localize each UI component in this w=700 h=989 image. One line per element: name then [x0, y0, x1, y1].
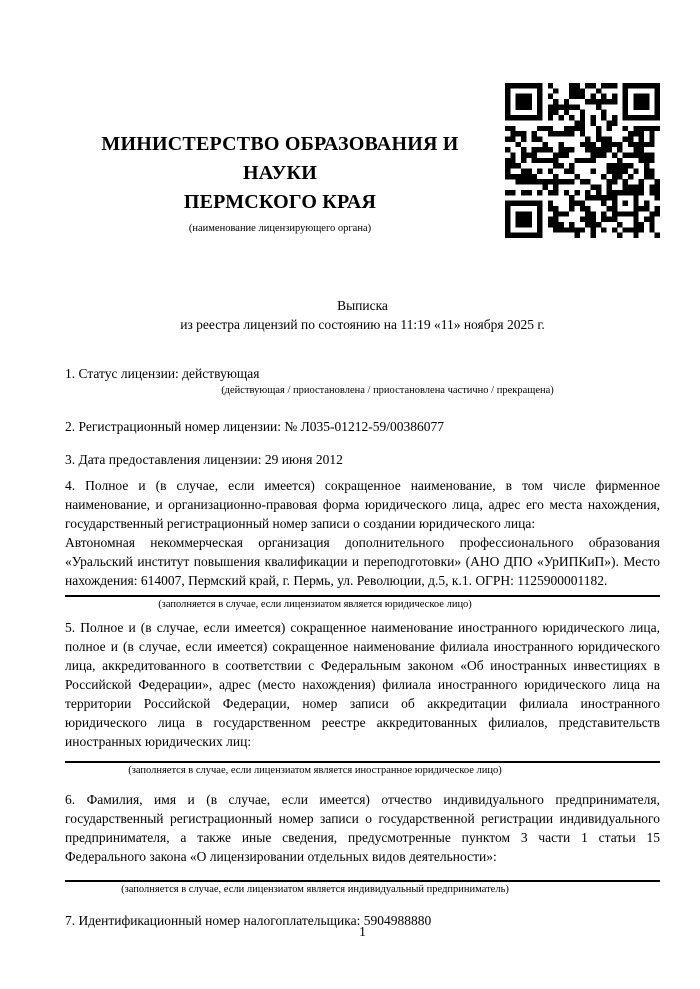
document-body: [65, 296, 660, 930]
field-foreign-entity: [65, 618, 660, 778]
issuing-authority-caption: (наименование лицензирующего органа): [188, 223, 372, 234]
license-status-options-note: (действующая / приостановлена / приостановлена частично / прекращена): [221, 385, 554, 396]
document-title-line2: из реестра лицензий по состоянию на 11:19 «11» ноября 2025 г.: [180, 317, 545, 332]
legal-entity-value: Автономная некоммерческая организация дополнительного профессионального образования «Уральский институт повышения квалификации и переподготовки» (АНО ДПО «УрИПКиП»). Место нахождения: 614007, Пермский край, г. Пермь, ул. Революции, д.5, к.1. ОГРН: 1125900001182.: [65, 535, 660, 588]
legal-entity-fill-note: (заполняется в случае, если лицензиатом является юридическое лицо): [158, 599, 472, 610]
ministry-name-line1: МИНИСТЕРСТВО ОБРАЗОВАНИЯ И НАУКИ: [101, 133, 459, 184]
field-taxpayer-number: 7. Идентификационный номер налогоплательщика: 5904988880: [65, 913, 432, 928]
foreign-entity-label: 5. Полное и (в случае, если имеется) сокращенное наименование иностранного юридического лица, полное и (в случае, если имеется) сокращенное наименование филиала иностранного юридического лица, аккредитованного в соответствии с Федеральным законом «Об иностранных инвестициях в Российской Федерации», адрес (место нахождения) филиала иностранного юридического лица на территории Российской Федерации, номер записи об аккредитации филиала иностранного юридического лица в государственном реестре аккредитованных филиалов, представительств иностранных юридических лиц:: [65, 620, 660, 749]
ministry-name-line2: ПЕРМСКОГО КРАЯ: [183, 191, 377, 213]
field-registration-number: 2. Регистрационный номер лицензии: № Л035-01212-59/00386077: [65, 419, 445, 434]
document-title-line1: Выписка: [337, 298, 388, 313]
field-license-status: 1. Статус лицензии: действующая: [65, 366, 260, 381]
field-legal-entity: [65, 476, 660, 612]
page-number: 1: [359, 924, 366, 939]
field-grant-date: 3. Дата предоставления лицензии: 29 июня 2012: [65, 452, 343, 467]
individual-entrepreneur-fill-note: (заполняется в случае, если лицензиатом является индивидуальный предприниматель): [121, 884, 509, 895]
issuing-authority-header: [65, 130, 495, 236]
foreign-entity-fill-note: (заполняется в случае, если лицензиатом является иностранное юридическое лицо): [128, 765, 502, 776]
individual-entrepreneur-label: 6. Фамилия, имя и (в случае, если имеется) отчество индивидуального предпринимателя, государственный регистрационный номер записи о государственной регистрации индивидуального предпринимателя, а также иные сведения, предусмотренные пунктом 3 части 1 статьи 15 Федерального закона «О лицензировании отдельных видов деятельности»:: [65, 792, 660, 864]
document-title: [65, 296, 660, 334]
qr-code-icon: [505, 83, 660, 238]
field-individual-entrepreneur: [65, 790, 660, 897]
legal-entity-label: 4. Полное и (в случае, если имеется) сокращенное наименование, в том числе фирменное наименование, и организационно-правовая форма юридического лица, адрес его места нахождения, государственный регистрационный номер записи о создании юридического лица:: [65, 478, 660, 531]
